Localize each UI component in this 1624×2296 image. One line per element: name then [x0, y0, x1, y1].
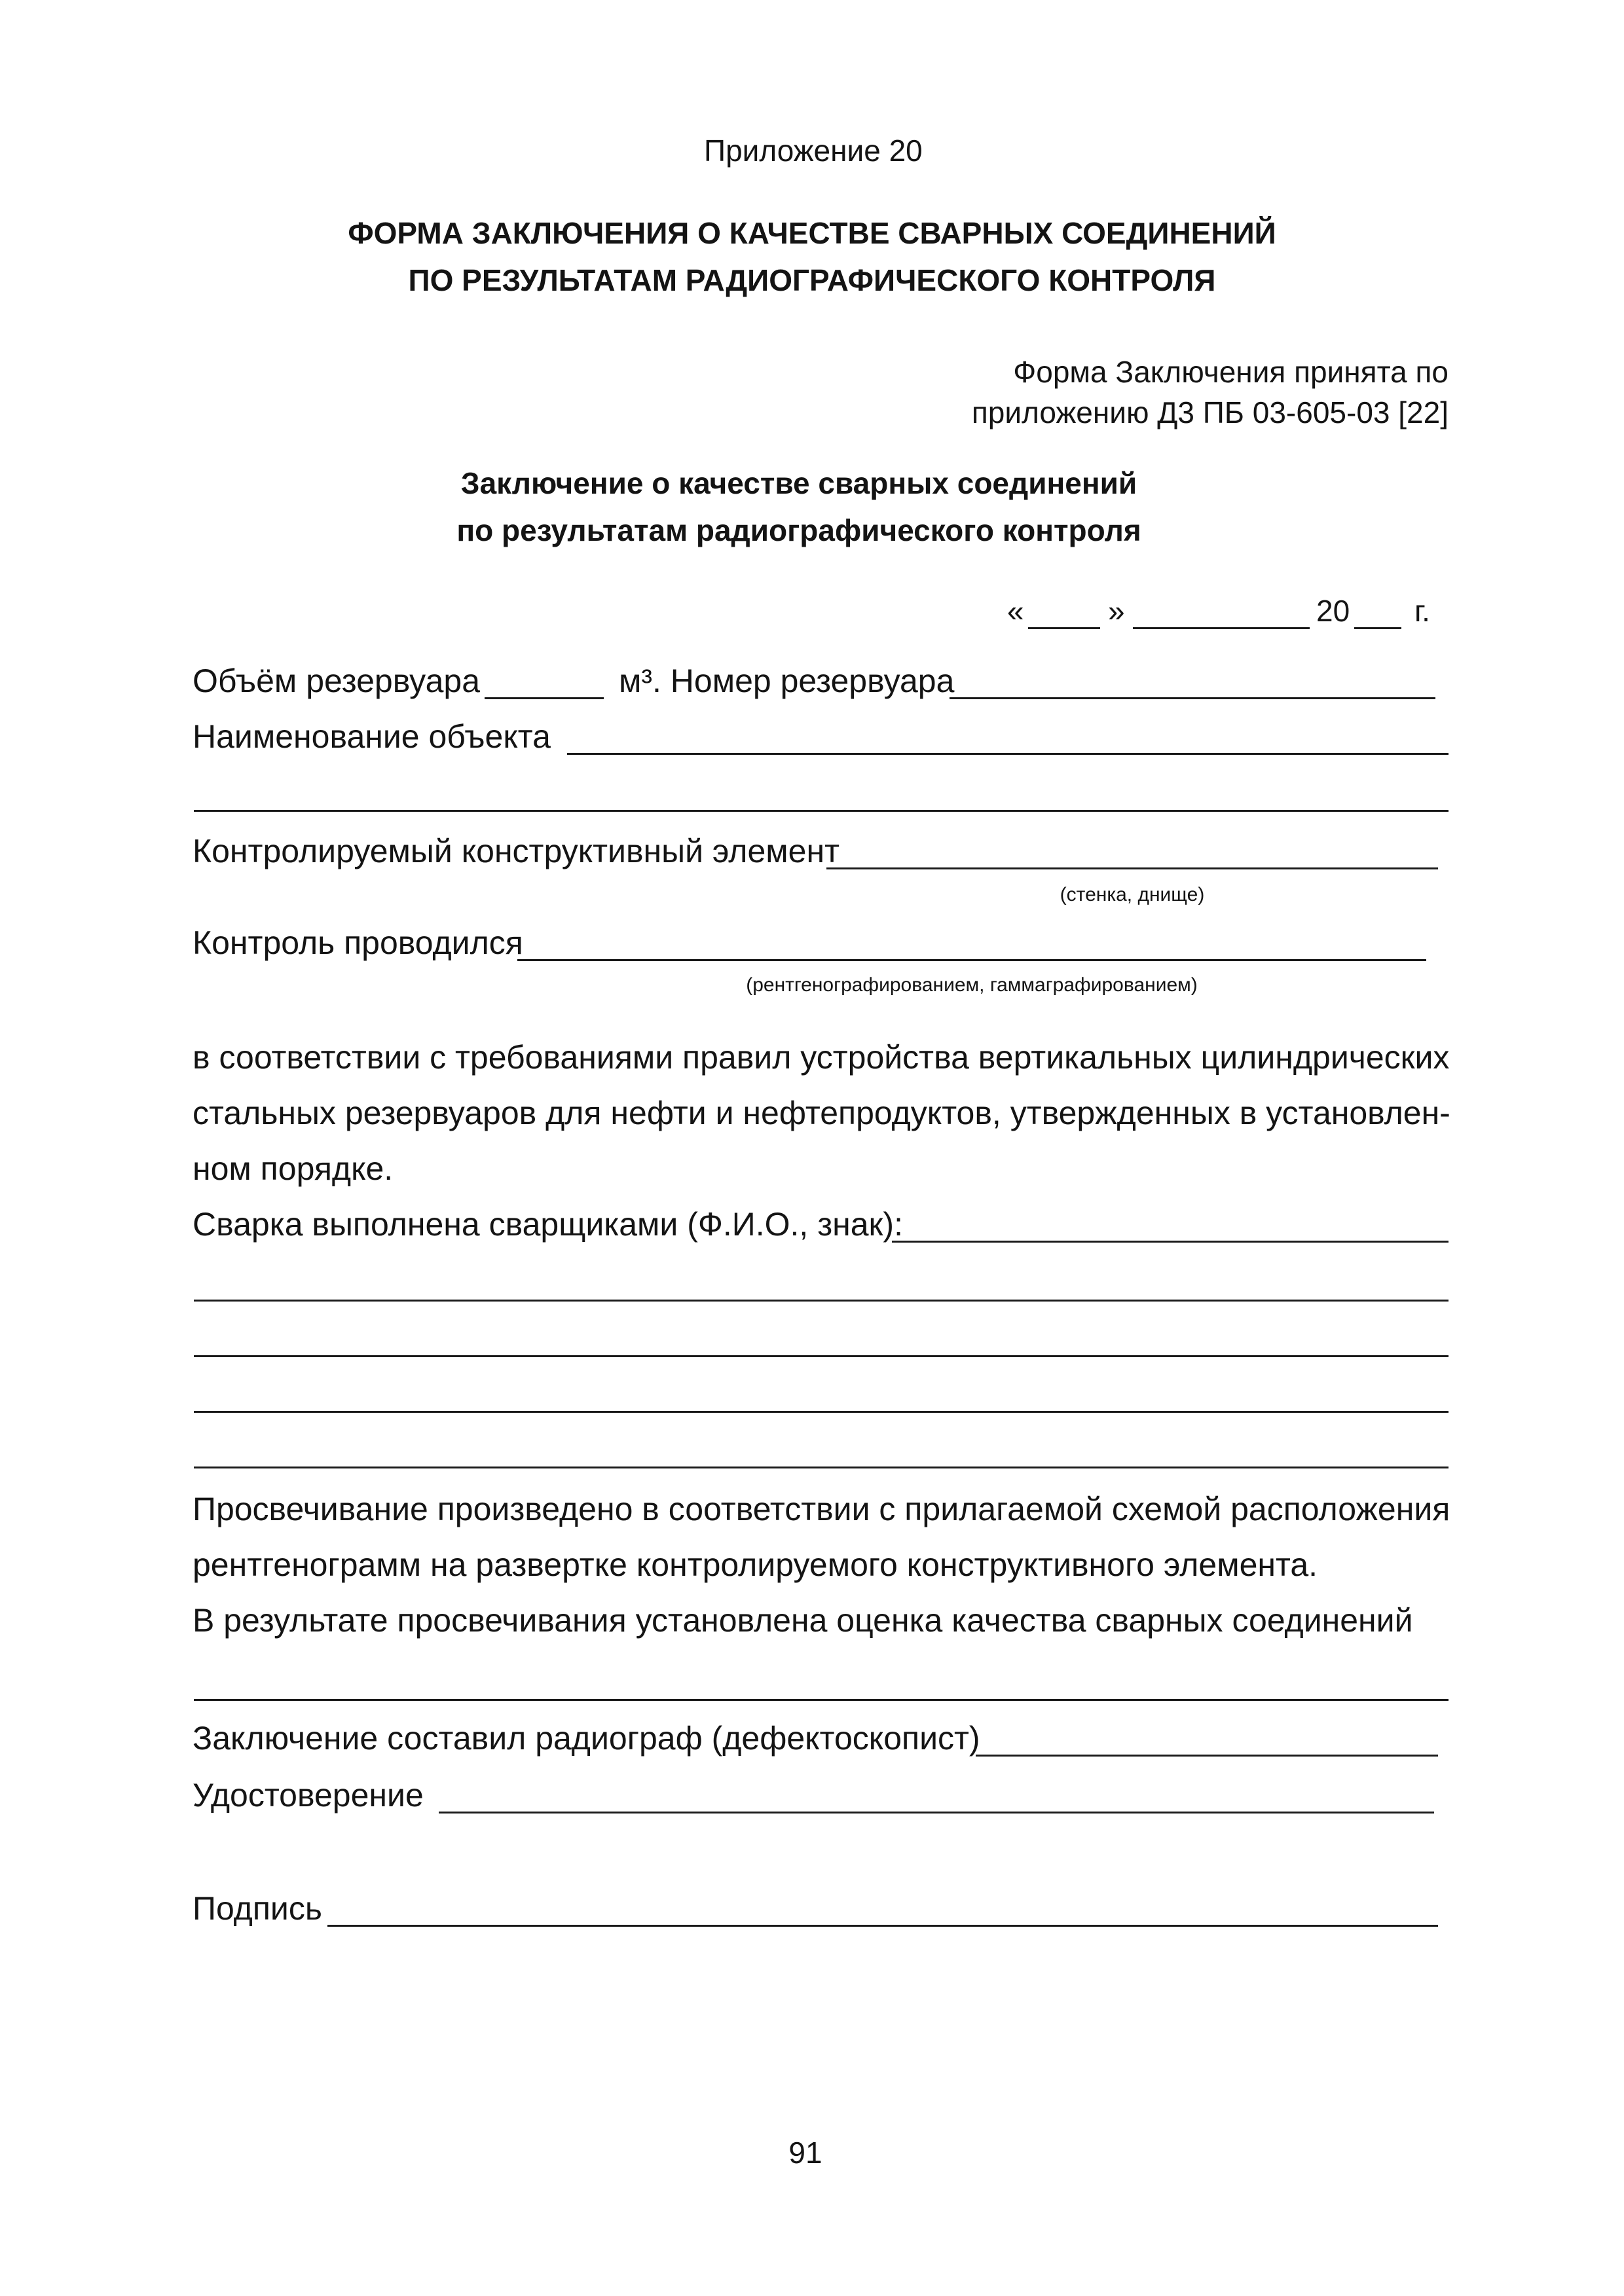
- date-year-blank[interactable]: [1354, 627, 1401, 629]
- compliance-paragraph-line-1: в соответствии с требованиями правил устройства вертикальных цилиндрических: [193, 1039, 1450, 1076]
- controlled-element-hint: (стенка, днище): [1060, 884, 1205, 905]
- radiography-paragraph-line-1: Просвечивание произведено в соответствии с прилагаемой схемой расположения: [193, 1491, 1450, 1527]
- controlled-element-label: Контролируемый конструктивный элемент: [193, 833, 840, 869]
- object-name-blank-continuation[interactable]: [194, 810, 1449, 812]
- conclusion-subtitle-line-2: по результатам радиографического контроля: [456, 513, 1141, 547]
- date-month-blank[interactable]: [1133, 627, 1310, 629]
- conclusion-subtitle-line-1: Заключение о качестве сварных соединений: [460, 466, 1137, 500]
- date-year-suffix: г.: [1414, 594, 1430, 628]
- form-title-line-2: ПО РЕЗУЛЬТАТАМ РАДИОГРАФИЧЕСКОГО КОНТРОЛЯ: [408, 263, 1216, 297]
- tank-volume-blank[interactable]: [485, 697, 604, 699]
- welders-label: Сварка выполнена сварщиками (Ф.И.О., знак):: [193, 1206, 903, 1243]
- welders-blank-line-3[interactable]: [194, 1355, 1449, 1357]
- welders-blank[interactable]: [892, 1241, 1449, 1243]
- date-close-quote: »: [1108, 594, 1125, 628]
- signature-label: Подпись: [193, 1890, 322, 1927]
- form-reference-line-1: Форма Заключения принята по: [1013, 355, 1449, 389]
- welders-blank-line-5[interactable]: [194, 1467, 1449, 1468]
- radiography-paragraph-line-2: рентгенограмм на развертке контролируемого конструктивного элемента.: [193, 1546, 1318, 1583]
- tank-volume-label: Объём резервуара: [193, 663, 481, 699]
- date-open-quote: «: [1007, 594, 1024, 628]
- date-day-blank[interactable]: [1028, 627, 1100, 629]
- page-number: 91: [788, 2136, 822, 2170]
- form-reference-line-2: приложению Д3 ПБ 03-605-03 [22]: [971, 395, 1449, 429]
- control-method-hint: (рентгенографированием, гаммаграфированием): [746, 974, 1198, 996]
- inspector-blank[interactable]: [976, 1755, 1438, 1757]
- welders-blank-line-4[interactable]: [194, 1411, 1449, 1413]
- appendix-label: Приложение 20: [704, 134, 923, 168]
- date-year-prefix: 20: [1316, 594, 1350, 628]
- tank-volume-unit: м³. Номер резервуара: [619, 663, 955, 699]
- object-name-blank[interactable]: [567, 753, 1449, 755]
- welders-blank-line-2[interactable]: [194, 1300, 1449, 1302]
- certificate-label: Удостоверение: [193, 1777, 424, 1813]
- result-statement: В результате просвечивания установлена оценка качества сварных соединений: [193, 1602, 1413, 1639]
- tank-number-blank[interactable]: [950, 697, 1435, 699]
- inspector-label: Заключение составил радиограф (дефектоскопист): [193, 1720, 980, 1757]
- signature-blank[interactable]: [327, 1925, 1438, 1927]
- certificate-blank[interactable]: [439, 1812, 1434, 1813]
- control-method-blank[interactable]: [517, 959, 1426, 961]
- compliance-paragraph-line-3: ном порядке.: [193, 1150, 394, 1187]
- controlled-element-blank[interactable]: [826, 867, 1438, 869]
- object-name-label: Наименование объекта: [193, 718, 551, 755]
- compliance-paragraph-line-2: стальных резервуаров для нефти и нефтепродуктов, утвержденных в установлен-: [193, 1095, 1450, 1131]
- control-method-label: Контроль проводился: [193, 924, 523, 961]
- result-blank[interactable]: [194, 1699, 1449, 1701]
- form-title-line-1: ФОРМА ЗАКЛЮЧЕНИЯ О КАЧЕСТВЕ СВАРНЫХ СОЕДИНЕНИЙ: [348, 216, 1276, 250]
